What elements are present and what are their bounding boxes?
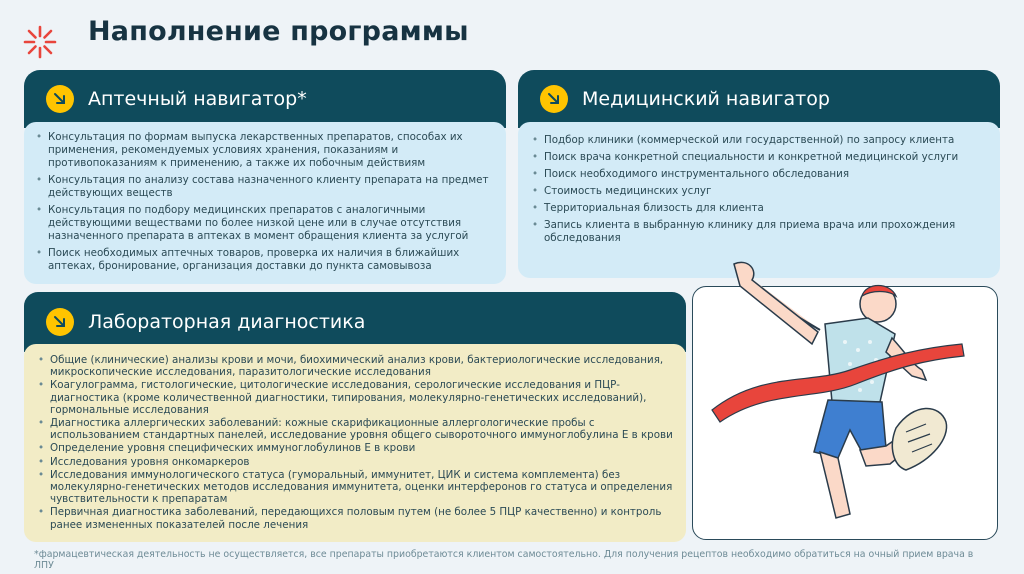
list-item: • Консультация по формам выпуска лекарственных препаратов, способах их применения, рекомендуемых условиях хранения, показаниям и противопоказаниям к применению, а также их побочным действиям <box>34 131 496 170</box>
list-item: • Первичная диагностика заболеваний, передающихся половым путем (не более 5 ПЦР качественно) и контроль ранее измененных показателей после лечения <box>36 506 676 530</box>
sun-burst-logo <box>22 24 58 60</box>
list-item: • Исследования уровня онкомаркеров <box>36 456 676 468</box>
card-title: Медицинский навигатор <box>582 88 830 110</box>
lab-items <box>36 354 676 531</box>
card-header <box>24 292 686 352</box>
list-item: • Определение уровня специфических иммуноглобулинов Е в крови <box>36 442 676 454</box>
arrow-down-right-icon <box>46 85 74 113</box>
medical-items <box>530 134 988 245</box>
pharmacy-navigator-card <box>24 70 506 284</box>
lab-diagnostics-card <box>24 292 686 542</box>
card-header <box>518 70 1000 128</box>
list-item: • Консультация по анализу состава назначенного клиенту препарата на предмет действующих веществ <box>34 174 496 200</box>
footnote: *фармацевтическая деятельность не осуществляется, все препараты приобретаются клиентом самостоятельно. Для получения рецептов необходимо обратиться на очный прием врача в ЛПУ <box>34 549 974 571</box>
card-body <box>24 122 506 284</box>
arrow-down-right-icon <box>540 85 568 113</box>
list-item: • Подбор клиники (коммерческой или государственной) по запросу клиента <box>530 134 988 147</box>
page-title: Наполнение программы <box>88 16 469 47</box>
card-header <box>24 70 506 128</box>
list-item: • Стоимость медицинских услуг <box>530 185 988 198</box>
medical-navigator-card <box>518 70 1000 278</box>
list-item: • Исследования иммунологического статуса (гуморальный, иммунитет, ЦИК и система комплемента) без молекулярно-генетических методов исследования иммунитета, оценки интерферонов го статуса и определения чувствительности к препаратам <box>36 469 676 506</box>
card-title: Аптечный навигатор* <box>88 88 307 110</box>
list-item: • Запись клиента в выбранную клинику для приема врача или прохождения обследования <box>530 219 988 245</box>
list-item: • Поиск необходимых аптечных товаров, проверка их наличия в ближайших аптеках, бронирование, организация доставки до пункта самовывоза <box>34 247 496 273</box>
list-item: • Поиск врача конкретной специальности и конкретной медицинской услуги <box>530 151 988 164</box>
arrow-down-right-icon <box>46 308 74 336</box>
card-title: Лабораторная диагностика <box>88 311 366 333</box>
runner-finish-illustration <box>700 252 1000 532</box>
list-item: • Коагулограмма, гистологические, цитологические исследования, серологические исследования и ПЦР-диагностика (кроме количественной диагностики, типирования, молекулярно-генетических исследований), гормональные исследования <box>36 379 676 416</box>
list-item: • Территориальная близость для клиента <box>530 202 988 215</box>
list-item: • Поиск необходимого инструментального обследования <box>530 168 988 181</box>
list-item: • Консультация по подбору медицинских препаратов с аналогичными действующими веществами по более низкой цене или в случае отсутствия назначенного препарата в аптеках в момент обращения клиента за услугой <box>34 204 496 243</box>
list-item: • Общие (клинические) анализы крови и мочи, биохимический анализ крови, бактериологические исследования, микроскопические исследования, паразитологические исследования <box>36 354 676 378</box>
list-item: • Диагностика аллергических заболеваний: кожные скарификационные аллергологические пробы с использованием стандартных панелей, исследование уровня общего сывороточного иммуноглобулина Е в крови <box>36 417 676 441</box>
card-body <box>24 344 686 542</box>
pharmacy-items <box>34 131 496 273</box>
